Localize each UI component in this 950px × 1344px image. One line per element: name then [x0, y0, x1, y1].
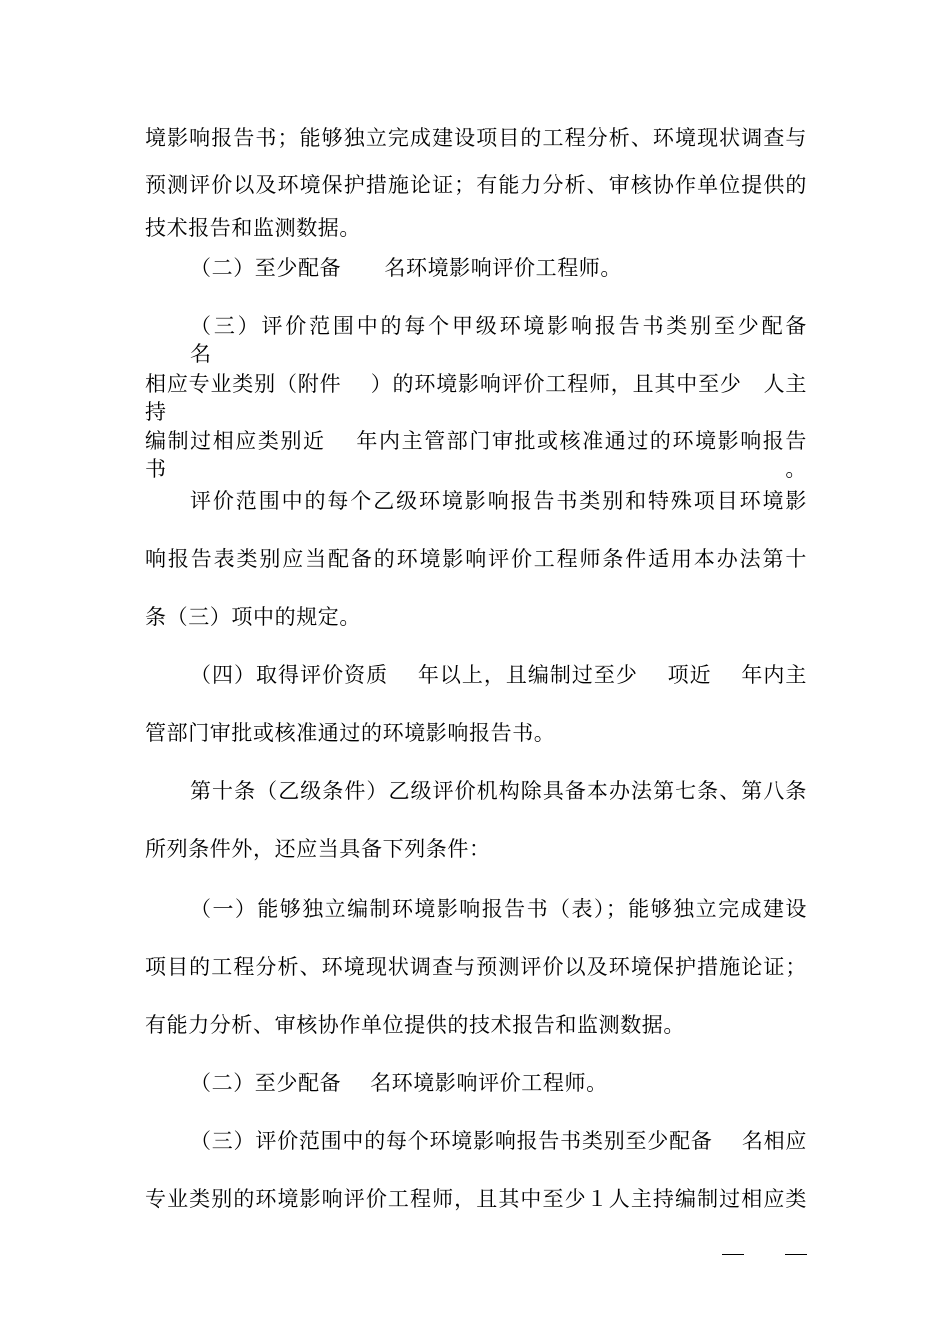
text-line: 有能力分析、审核协作单位提供的技术报告和监测数据。: [145, 1013, 685, 1037]
text-line: 编制过相应类别近 年内主管部门审批或核准通过的环境影响报告书。: [145, 429, 807, 481]
text-line: 专业类别的环境影响评价工程师，且其中至少１人主持编制过相应类: [145, 1187, 807, 1211]
text-line: 条（三）项中的规定。: [145, 605, 361, 629]
text-line: （二）至少配备 名环境影响评价工程师。: [190, 256, 622, 280]
text-line: （四）取得评价资质 年以上，且编制过至少 项近 年内主: [190, 663, 807, 687]
text-line: （三）评价范围中的每个甲级环境影响报告书类别至少配备 名: [190, 314, 851, 366]
text-line: （三）评价范围中的每个环境影响报告书类别至少配备 名相应: [190, 1129, 807, 1153]
text-line: 评价范围中的每个乙级环境影响报告书类别和特殊项目环境影: [190, 489, 807, 513]
text-line: 所列条件外，还应当具备下列条件：: [145, 837, 491, 861]
text-line: 响报告表类别应当配备的环境影响评价工程师条件适用本办法第十: [145, 547, 807, 571]
text-line: 项目的工程分析、环境现状调查与预测评价以及环境保护措施论证；: [145, 955, 807, 979]
text-line: 相应专业类别（附件 ）的环境影响评价工程师，且其中至少 人主持: [145, 372, 807, 424]
page-number-dash-right: [785, 1254, 807, 1255]
text-line: （二）至少配备 名环境影响评价工程师。: [190, 1071, 608, 1095]
text-line: 第十条（乙级条件）乙级评价机构除具备本办法第七条、第八条: [190, 779, 807, 803]
text-line: 管部门审批或核准通过的环境影响报告书。: [145, 721, 556, 745]
text-line: （一）能够独立编制环境影响报告书（表）；能够独立完成建设: [190, 897, 807, 921]
page-number-dash-left: [722, 1254, 744, 1255]
text-line: 技术报告和监测数据。: [145, 216, 361, 240]
text-line: 预测评价以及环境保护措施论证；有能力分析、审核协作单位提供的: [145, 173, 807, 197]
text-line: 境影响报告书；能够独立完成建设项目的工程分析、环境现状调查与: [145, 126, 807, 150]
